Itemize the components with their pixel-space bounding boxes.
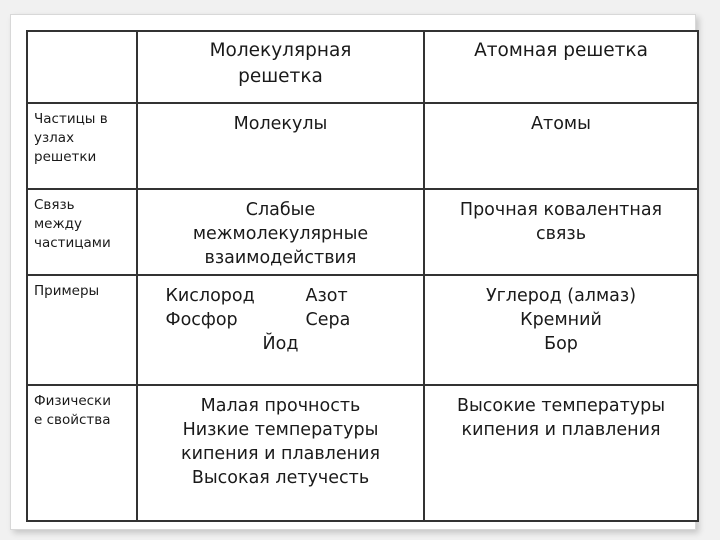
table-row [27, 103, 698, 189]
cell-line: Слабые [245, 200, 316, 220]
cell-line: взаимодействия [204, 248, 357, 268]
cell-line: Прочная ковалентная [459, 200, 663, 220]
particles-molecular [137, 103, 424, 189]
cell-line: Углерод (алмаз) [485, 286, 637, 306]
table-row [27, 385, 698, 521]
comparison-table [26, 30, 699, 522]
cell-line: Бор [544, 334, 578, 354]
row-label-line: Примеры [34, 283, 100, 299]
row-label-line: Частицы в [34, 111, 108, 127]
header-atomic [424, 31, 698, 103]
table-row [27, 275, 698, 385]
row-label-line: Физически [34, 393, 111, 409]
row-label-line: узлах [34, 130, 75, 146]
header-empty-cell [27, 31, 137, 103]
examples-molecular [137, 275, 424, 385]
row-label-properties [27, 385, 137, 521]
bond-atomic [424, 189, 698, 275]
header-molecular-line1: Молекулярная [209, 40, 352, 61]
properties-molecular [137, 385, 424, 521]
examples-atomic [424, 275, 698, 385]
row-label-bond [27, 189, 137, 275]
cell-line: Низкие температуры [182, 420, 379, 440]
header-atomic-line1: Атомная решетка [474, 40, 648, 61]
cell-line: связь [535, 224, 587, 244]
properties-atomic [424, 385, 698, 521]
examples-molecular-grid [138, 284, 423, 332]
example-item: Кислород [165, 286, 255, 306]
particles-atomic [424, 103, 698, 189]
row-label-line: частицами [34, 235, 111, 251]
row-label-line: между [34, 216, 82, 232]
cell-line: межмолекулярные [192, 224, 369, 244]
bond-molecular [137, 189, 424, 275]
row-label-examples [27, 275, 137, 385]
header-row [27, 31, 698, 103]
cell-line: Высокие температуры [456, 396, 666, 416]
cell-line: Атомы [531, 114, 591, 134]
cell-line: кипения и плавления [461, 420, 661, 440]
row-label-line: Связь [34, 197, 75, 213]
cell-line: кипения и плавления [181, 444, 380, 464]
example-item: Азот [305, 286, 348, 306]
table-row [27, 189, 698, 275]
cell-line: Молекулы [233, 114, 328, 134]
header-molecular-line2: решетка [238, 66, 323, 87]
header-molecular [137, 31, 424, 103]
row-label-line: е свойства [34, 412, 111, 428]
example-item: Сера [305, 310, 351, 330]
example-item: Фосфор [165, 310, 238, 330]
row-label-line: решетки [34, 149, 97, 165]
cell-line: Высокая летучесть [191, 468, 370, 488]
example-item: Йод [262, 334, 299, 354]
cell-line: Кремний [520, 310, 602, 330]
row-label-particles [27, 103, 137, 189]
cell-line: Малая прочность [200, 396, 361, 416]
